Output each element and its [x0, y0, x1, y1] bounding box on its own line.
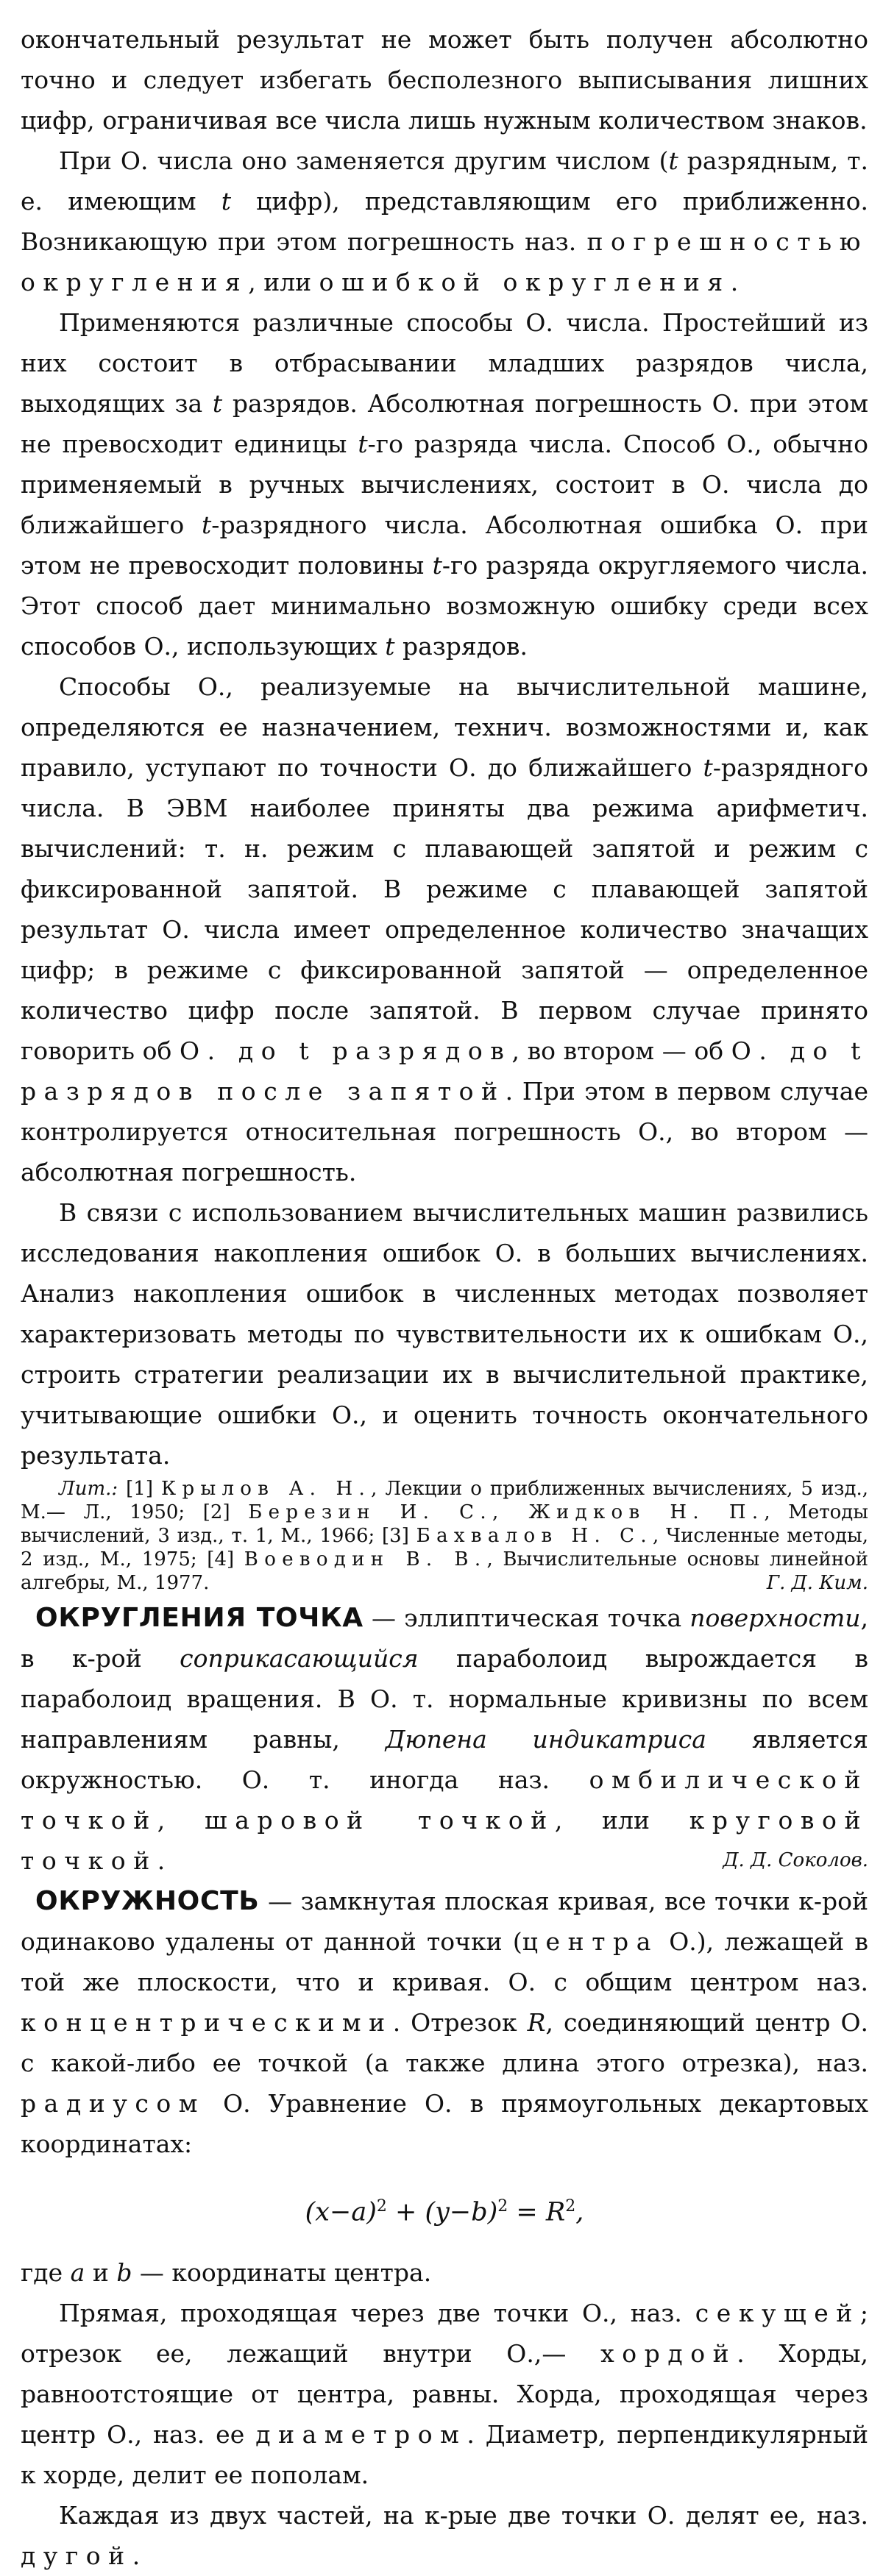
term-rounding-to-t-digits: О. до t разрядов — [180, 1036, 512, 1065]
paragraph-center-coordinates: где a и b — координаты центра. — [21, 2257, 432, 2287]
entry-umbilic-point: ОКРУГЛЕНИЯ ТОЧКА — эллиптическая точка поверхности, в к-рой соприкасающийся параболоид вырождается в параболоид вращения. В О. т. нормальные кривизны по всем направлениям равны, Дюпена индикатриса является окружностью. О. т. иногда наз. омбилической точкой, шаровой точкой, или круговой точкой. Д. Д. Соколов. — [21, 1598, 868, 1881]
paragraph-machine-rounding: Способы О., реализуемые на вычислительной машине, определяются ее назначением, технич. возможностями и, как правило, уступают по точности О. до ближайшего t-разрядного числа. В ЭВМ наиболее приняты два режима арифметич. вычислений: т. н. режим с плавающей запятой и режим с фиксированной запятой. В режиме с плавающей запятой результат О. числа имеет определенное количество значащих цифр; в режиме с фиксированной запятой — определенное количество цифр после запятой. В первом случае принято говорить об О. до t разрядов, во втором — об О. до t разрядов после запятой. При этом в первом случае контролируется относительная погрешность О., во втором — абсолютная погрешность. — [21, 672, 868, 1186]
term-rounding-mistake: ошибкой округления — [319, 268, 731, 296]
author-signature: Д. Д. Соколов. — [723, 1849, 868, 1871]
author-signature: Г. Д. Ким. — [766, 1572, 868, 1594]
term-rounding-after-point: О. до t разрядов после запятой — [21, 1036, 868, 1106]
paragraph-continuation: окончательный результат не может быть получен абсолютно точно и следует избегать бесполезного выписывания лишних цифр, ограничивая все числа лишь нужным количеством знаков. — [21, 25, 868, 135]
entry-heading: ОКРУЖНОСТЬ — [35, 1886, 260, 1916]
paragraph-rounding-definition: При О. числа оно заменяется другим числом (t разрядным, т. е. имеющим t цифр), представляющим его приближенно. Возникающую при этом погрешность наз. погрешностью округления, или ошибкой округления. — [21, 146, 869, 296]
term-rounding-error: погрешностью округления — [21, 227, 868, 296]
circle-equation: $(x-a)^2 + (y-b)^2 = R^2$, — [305, 2197, 584, 2227]
bibliography: Лит.: [1] Крылов А. Н., Лекции о приближенных вычислениях, 5 изд., М.— Л., 1950; [2] Березин И. С., Жидков Н. П., Методы вычислений, 3 изд., т. 1, М., 1966; [3] Бахвалов Н. С., Численные методы, 2 изд., М., 1975; [4] Воеводин В. В., Вычислительные основы линейной алгебры, М., 1977. Г. Д. Ким. — [21, 1478, 869, 1594]
paragraph-secant-chord: Прямая, проходящая через две точки О., наз. секущей; отрезок ее, лежащий внутри О.,— хордой. Хорды, равноотстоящие от центра, равны. Хорда, проходящая через центр О., наз. ее диаметром. Диаметр, перпендикулярный к хорде, делит ее пополам. — [21, 2298, 869, 2489]
entry-circle: ОКРУЖНОСТЬ — замкнутая плоская кривая, все точки к-рой одинаково удалены от данной точки (центра О.), лежащей в той же плоскости, что и кривая. О. с общим центром наз. концентрическими. Отрезок R, соединяющий центр О. с какой-либо ее точкой (а также длина этого отрезка), наз. радиусом О. Уравнение О. в прямоугольных декартовых координатах: — [21, 1886, 868, 2158]
paragraph-rounding-methods: Применяются различные способы О. числа. Простейший из них состоит в отбрасывании младших разрядов числа, выходящих за t разрядов. Абсолютная погрешность О. при этом не превосходит единицы t-го разряда числа. Способ О., обычно применяемый в ручных вычислениях, состоит в О. числа до ближайшего t-разрядного числа. Абсолютная ошибка О. при этом не превосходит половины t-го разряда округляемого числа. Этот способ дает минимально возможную ошибку среди всех способов О., использующих t разрядов. — [21, 308, 868, 661]
paragraph-error-accumulation: В связи с использованием вычислительных машин развились исследования накопления ошибок О. в больших вычислениях. Анализ накопления ошибок в численных методах позволяет характеризовать методы по чувствительности их к ошибкам О., строить стратегии реализации их в вычислительной практике, учитывающие ошибки О., и оценить точность окончательного результата. — [21, 1198, 868, 1470]
paragraph-arc: Каждая из двух частей, на к-рые две точки О. делят ее, наз. дугой. — [21, 2500, 868, 2570]
entry-heading: ОКРУГЛЕНИЯ ТОЧКА — [35, 1603, 364, 1633]
